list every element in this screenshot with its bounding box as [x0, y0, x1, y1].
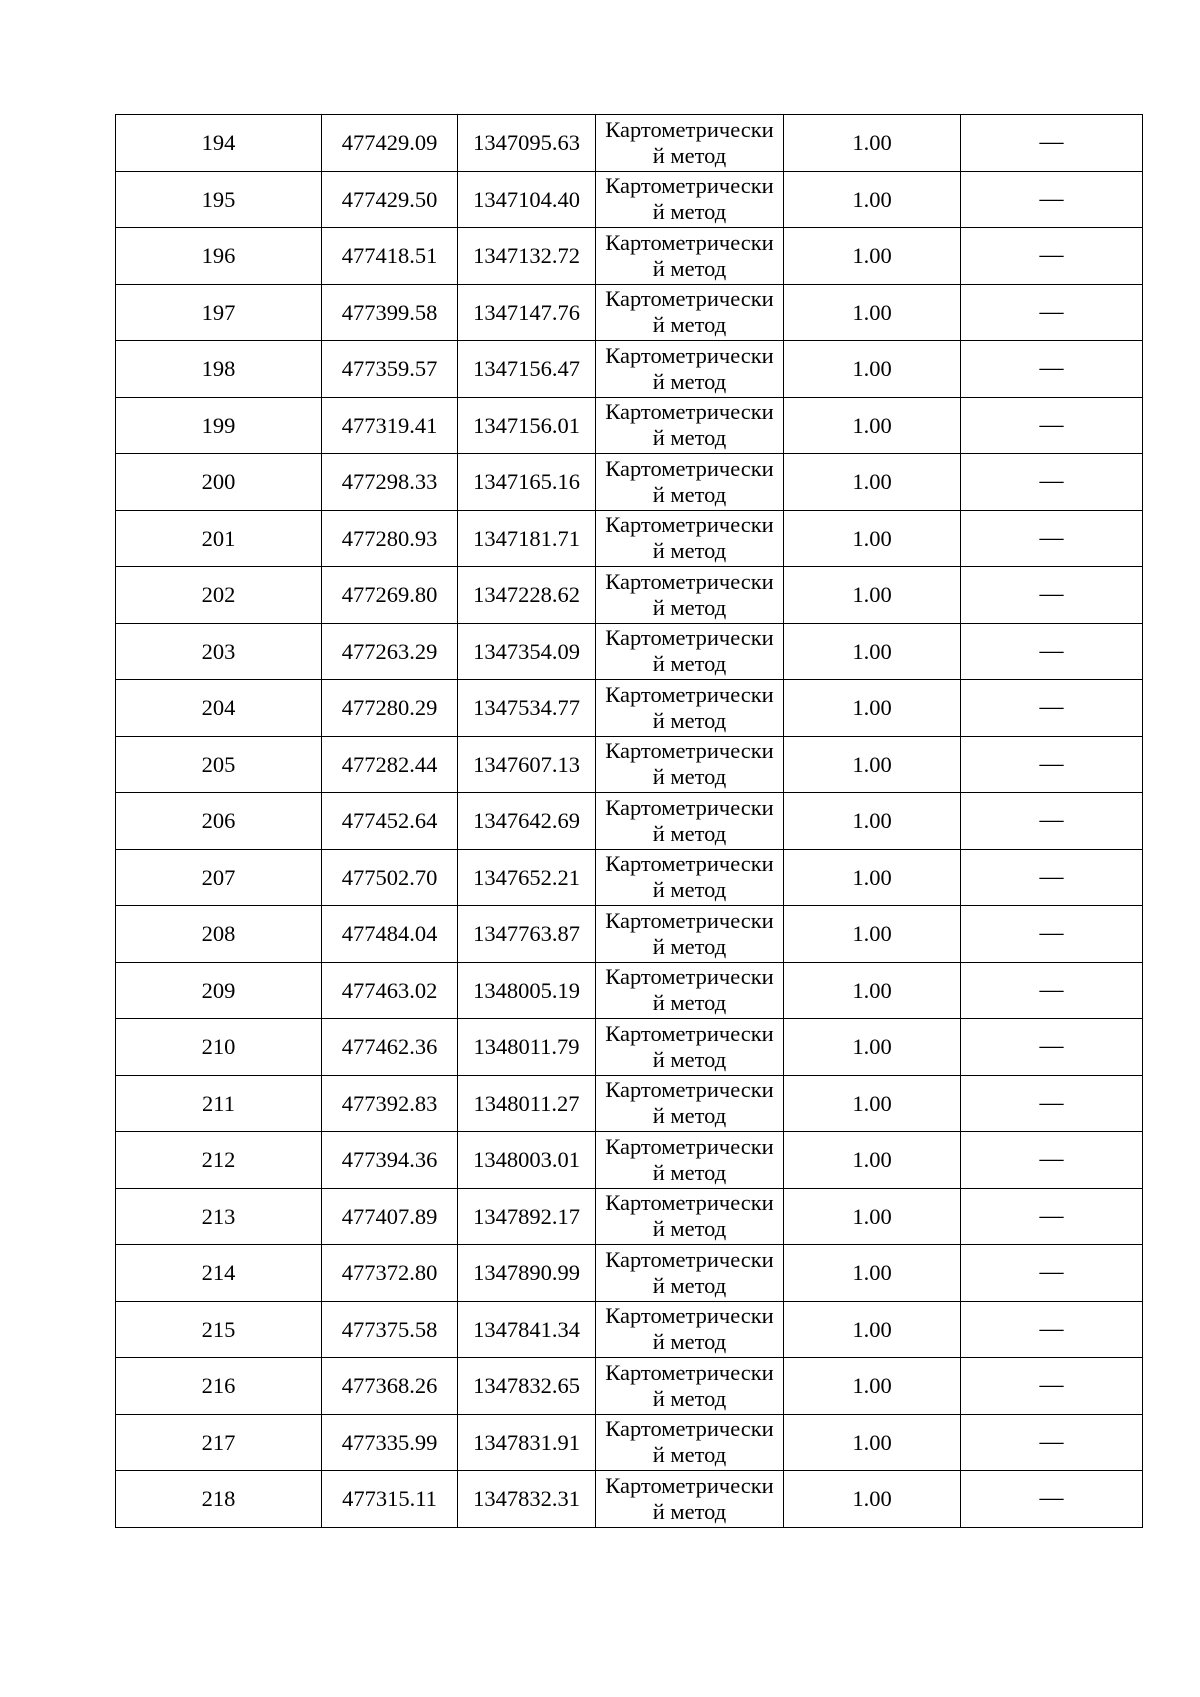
y-coordinate-cell: 1348011.79	[458, 1019, 596, 1076]
x-coordinate-cell: 477394.36	[322, 1132, 458, 1189]
note-cell: —	[961, 906, 1143, 963]
point-number-cell: 212	[116, 1132, 322, 1189]
x-coordinate-cell: 477463.02	[322, 962, 458, 1019]
point-number-cell: 213	[116, 1188, 322, 1245]
note-cell: —	[961, 623, 1143, 680]
point-number-cell: 209	[116, 962, 322, 1019]
point-number-cell: 199	[116, 397, 322, 454]
table-row	[116, 1414, 1143, 1471]
method-cell: Картометрически й метод	[596, 341, 784, 398]
accuracy-cell: 1.00	[784, 1414, 961, 1471]
x-coordinate-cell: 477399.58	[322, 284, 458, 341]
x-coordinate-cell: 477418.51	[322, 228, 458, 285]
x-coordinate-cell: 477452.64	[322, 793, 458, 850]
note-cell: —	[961, 680, 1143, 737]
table-row	[116, 171, 1143, 228]
table-row	[116, 1301, 1143, 1358]
method-cell: Картометрически й метод	[596, 906, 784, 963]
y-coordinate-cell: 1347156.47	[458, 341, 596, 398]
x-coordinate-cell: 477282.44	[322, 736, 458, 793]
coordinates-table-body	[116, 115, 1143, 1528]
accuracy-cell: 1.00	[784, 115, 961, 172]
y-coordinate-cell: 1348003.01	[458, 1132, 596, 1189]
table-row	[116, 906, 1143, 963]
x-coordinate-cell: 477280.93	[322, 510, 458, 567]
method-cell: Картометрически й метод	[596, 171, 784, 228]
x-coordinate-cell: 477429.50	[322, 171, 458, 228]
method-cell: Картометрически й метод	[596, 1358, 784, 1415]
note-cell: —	[961, 228, 1143, 285]
method-cell: Картометрически й метод	[596, 1075, 784, 1132]
point-number-cell: 210	[116, 1019, 322, 1076]
method-cell: Картометрически й метод	[596, 567, 784, 624]
method-cell: Картометрически й метод	[596, 115, 784, 172]
method-cell: Картометрически й метод	[596, 1471, 784, 1528]
y-coordinate-cell: 1347104.40	[458, 171, 596, 228]
accuracy-cell: 1.00	[784, 1075, 961, 1132]
accuracy-cell: 1.00	[784, 680, 961, 737]
y-coordinate-cell: 1347156.01	[458, 397, 596, 454]
x-coordinate-cell: 477484.04	[322, 906, 458, 963]
coordinates-table	[115, 114, 1143, 1528]
table-row	[116, 1188, 1143, 1245]
table-row	[116, 793, 1143, 850]
accuracy-cell: 1.00	[784, 1301, 961, 1358]
point-number-cell: 202	[116, 567, 322, 624]
point-number-cell: 196	[116, 228, 322, 285]
x-coordinate-cell: 477372.80	[322, 1245, 458, 1302]
y-coordinate-cell: 1347642.69	[458, 793, 596, 850]
table-row	[116, 1358, 1143, 1415]
x-coordinate-cell: 477407.89	[322, 1188, 458, 1245]
x-coordinate-cell: 477319.41	[322, 397, 458, 454]
y-coordinate-cell: 1347832.65	[458, 1358, 596, 1415]
method-cell: Картометрически й метод	[596, 454, 784, 511]
method-cell: Картометрически й метод	[596, 1245, 784, 1302]
accuracy-cell: 1.00	[784, 623, 961, 680]
y-coordinate-cell: 1347132.72	[458, 228, 596, 285]
x-coordinate-cell: 477359.57	[322, 341, 458, 398]
point-number-cell: 216	[116, 1358, 322, 1415]
table-row	[116, 284, 1143, 341]
accuracy-cell: 1.00	[784, 567, 961, 624]
y-coordinate-cell: 1347147.76	[458, 284, 596, 341]
note-cell: —	[961, 567, 1143, 624]
note-cell: —	[961, 397, 1143, 454]
method-cell: Картометрически й метод	[596, 1132, 784, 1189]
table-row	[116, 115, 1143, 172]
x-coordinate-cell: 477502.70	[322, 849, 458, 906]
table-row	[116, 341, 1143, 398]
point-number-cell: 198	[116, 341, 322, 398]
method-cell: Картометрически й метод	[596, 1414, 784, 1471]
table-row	[116, 1075, 1143, 1132]
table-row	[116, 1245, 1143, 1302]
accuracy-cell: 1.00	[784, 793, 961, 850]
point-number-cell: 214	[116, 1245, 322, 1302]
note-cell: —	[961, 1132, 1143, 1189]
point-number-cell: 217	[116, 1414, 322, 1471]
y-coordinate-cell: 1347181.71	[458, 510, 596, 567]
point-number-cell: 215	[116, 1301, 322, 1358]
table-row	[116, 1471, 1143, 1528]
accuracy-cell: 1.00	[784, 1245, 961, 1302]
point-number-cell: 195	[116, 171, 322, 228]
table-row	[116, 397, 1143, 454]
x-coordinate-cell: 477280.29	[322, 680, 458, 737]
note-cell: —	[961, 736, 1143, 793]
accuracy-cell: 1.00	[784, 341, 961, 398]
x-coordinate-cell: 477429.09	[322, 115, 458, 172]
x-coordinate-cell: 477269.80	[322, 567, 458, 624]
note-cell: —	[961, 962, 1143, 1019]
table-row	[116, 228, 1143, 285]
note-cell: —	[961, 1301, 1143, 1358]
method-cell: Картометрически й метод	[596, 680, 784, 737]
method-cell: Картометрически й метод	[596, 962, 784, 1019]
accuracy-cell: 1.00	[784, 454, 961, 511]
accuracy-cell: 1.00	[784, 171, 961, 228]
point-number-cell: 194	[116, 115, 322, 172]
note-cell: —	[961, 1019, 1143, 1076]
note-cell: —	[961, 793, 1143, 850]
method-cell: Картометрически й метод	[596, 228, 784, 285]
table-row	[116, 510, 1143, 567]
x-coordinate-cell: 477315.11	[322, 1471, 458, 1528]
point-number-cell: 201	[116, 510, 322, 567]
x-coordinate-cell: 477392.83	[322, 1075, 458, 1132]
x-coordinate-cell: 477368.26	[322, 1358, 458, 1415]
note-cell: —	[961, 115, 1143, 172]
method-cell: Картометрически й метод	[596, 397, 784, 454]
accuracy-cell: 1.00	[784, 1019, 961, 1076]
note-cell: —	[961, 1245, 1143, 1302]
point-number-cell: 208	[116, 906, 322, 963]
table-row	[116, 1132, 1143, 1189]
point-number-cell: 218	[116, 1471, 322, 1528]
x-coordinate-cell: 477263.29	[322, 623, 458, 680]
note-cell: —	[961, 510, 1143, 567]
table-row	[116, 623, 1143, 680]
y-coordinate-cell: 1347890.99	[458, 1245, 596, 1302]
y-coordinate-cell: 1347832.31	[458, 1471, 596, 1528]
point-number-cell: 207	[116, 849, 322, 906]
method-cell: Картометрически й метод	[596, 736, 784, 793]
accuracy-cell: 1.00	[784, 906, 961, 963]
method-cell: Картометрически й метод	[596, 623, 784, 680]
table-row	[116, 736, 1143, 793]
y-coordinate-cell: 1347534.77	[458, 680, 596, 737]
y-coordinate-cell: 1347652.21	[458, 849, 596, 906]
note-cell: —	[961, 1188, 1143, 1245]
y-coordinate-cell: 1347831.91	[458, 1414, 596, 1471]
method-cell: Картометрически й метод	[596, 1301, 784, 1358]
method-cell: Картометрически й метод	[596, 1019, 784, 1076]
note-cell: —	[961, 284, 1143, 341]
table-row	[116, 454, 1143, 511]
note-cell: —	[961, 1075, 1143, 1132]
note-cell: —	[961, 1414, 1143, 1471]
accuracy-cell: 1.00	[784, 849, 961, 906]
point-number-cell: 204	[116, 680, 322, 737]
point-number-cell: 205	[116, 736, 322, 793]
point-number-cell: 200	[116, 454, 322, 511]
note-cell: —	[961, 341, 1143, 398]
y-coordinate-cell: 1347095.63	[458, 115, 596, 172]
note-cell: —	[961, 1471, 1143, 1528]
accuracy-cell: 1.00	[784, 736, 961, 793]
point-number-cell: 197	[116, 284, 322, 341]
accuracy-cell: 1.00	[784, 1358, 961, 1415]
table-row	[116, 962, 1143, 1019]
y-coordinate-cell: 1347892.17	[458, 1188, 596, 1245]
y-coordinate-cell: 1347165.16	[458, 454, 596, 511]
y-coordinate-cell: 1347354.09	[458, 623, 596, 680]
table-row	[116, 1019, 1143, 1076]
x-coordinate-cell: 477375.58	[322, 1301, 458, 1358]
note-cell: —	[961, 171, 1143, 228]
point-number-cell: 206	[116, 793, 322, 850]
y-coordinate-cell: 1348005.19	[458, 962, 596, 1019]
point-number-cell: 211	[116, 1075, 322, 1132]
table-row	[116, 680, 1143, 737]
table-row	[116, 567, 1143, 624]
table-row	[116, 849, 1143, 906]
method-cell: Картометрически й метод	[596, 849, 784, 906]
x-coordinate-cell: 477335.99	[322, 1414, 458, 1471]
accuracy-cell: 1.00	[784, 1471, 961, 1528]
accuracy-cell: 1.00	[784, 397, 961, 454]
method-cell: Картометрически й метод	[596, 793, 784, 850]
y-coordinate-cell: 1347607.13	[458, 736, 596, 793]
accuracy-cell: 1.00	[784, 1188, 961, 1245]
note-cell: —	[961, 454, 1143, 511]
accuracy-cell: 1.00	[784, 510, 961, 567]
method-cell: Картометрически й метод	[596, 284, 784, 341]
note-cell: —	[961, 849, 1143, 906]
note-cell: —	[961, 1358, 1143, 1415]
method-cell: Картометрически й метод	[596, 510, 784, 567]
accuracy-cell: 1.00	[784, 962, 961, 1019]
method-cell: Картометрически й метод	[596, 1188, 784, 1245]
point-number-cell: 203	[116, 623, 322, 680]
y-coordinate-cell: 1347228.62	[458, 567, 596, 624]
y-coordinate-cell: 1347841.34	[458, 1301, 596, 1358]
x-coordinate-cell: 477298.33	[322, 454, 458, 511]
accuracy-cell: 1.00	[784, 1132, 961, 1189]
y-coordinate-cell: 1348011.27	[458, 1075, 596, 1132]
accuracy-cell: 1.00	[784, 228, 961, 285]
accuracy-cell: 1.00	[784, 284, 961, 341]
x-coordinate-cell: 477462.36	[322, 1019, 458, 1076]
y-coordinate-cell: 1347763.87	[458, 906, 596, 963]
